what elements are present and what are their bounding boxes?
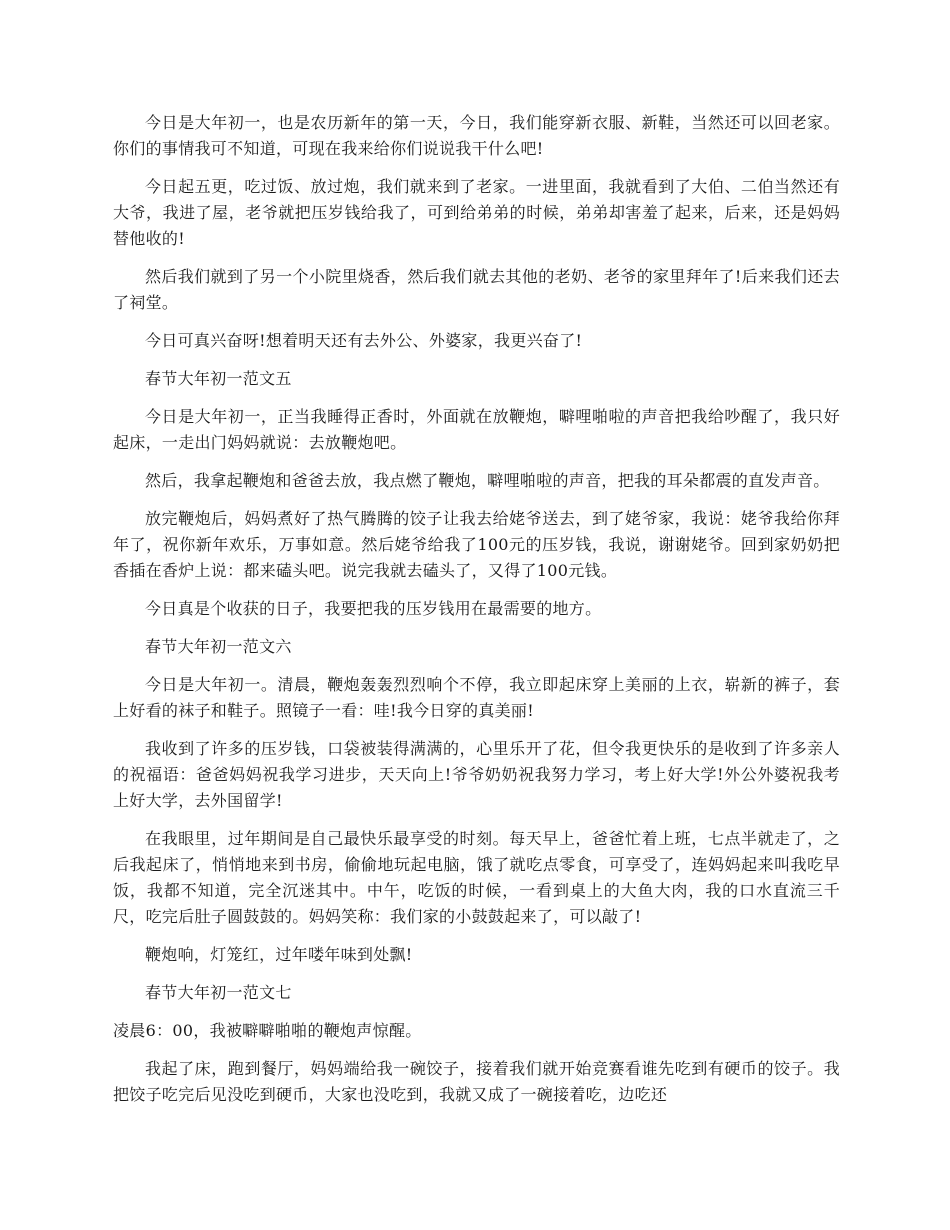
section-heading: 春节大年初一范文七 [145,983,292,1002]
paragraph: 在我眼里，过年期间是自己最快乐最享受的时刻。每天早上，爸爸忙着上班，七点半就走了，之后我起床了，悄悄地来到书房，偷偷地玩起电脑，饿了就吃点零食，可享受了，连妈妈起来叫我吃早饭，我都不知道，完全沉迷其中。中午，吃饭的时候，一看到桌上的大鱼大肉，我的口水直流三千尺，吃完后肚子圆鼓鼓的。妈妈笑称：我们家的小鼓鼓起来了，可以敲了! [113,829,840,926]
paragraph: 今日可真兴奋呀!想着明天还有去外公、外婆家，我更兴奋了! [145,331,583,350]
paragraph: 今日是大年初一，正当我睡得正香时，外面就在放鞭炮，噼哩啪啦的声音把我给吵醒了，我只好起床，一走出门妈妈就说：去放鞭炮吧。 [113,407,840,452]
paragraph: 我起了床，跑到餐厅，妈妈端给我一碗饺子，接着我们就开始竞赛看谁先吃到有硬币的饺子。我把饺子吃完后见没吃到硬币，大家也没吃到，我就又成了一碗接着吃，边吃还 [113,1059,840,1104]
paragraph: 然后我们就到了另一个小院里烧香，然后我们就去其他的老奶、老爷的家里拜年了!后来我们还去了祠堂。 [113,267,840,312]
section-heading: 春节大年初一范文五 [145,369,292,388]
section-heading: 春节大年初一范文六 [145,637,292,656]
paragraph: 今日是大年初一。清晨，鞭炮轰轰烈烈响个不停，我立即起床穿上美丽的上衣，崭新的裤子，套上好看的袜子和鞋子。照镜子一看：哇!我今日穿的真美丽! [113,675,840,720]
paragraph: 我收到了许多的压岁钱，口袋被装得满满的，心里乐开了花，但令我更快乐的是收到了许多亲人的祝福语：爸爸妈妈祝我学习进步，天天向上!爷爷奶奶祝我努力学习，考上好大学!外公外婆祝我考上好大学，去外国留学! [113,739,840,810]
paragraph: 然后，我拿起鞭炮和爸爸去放，我点燃了鞭炮，噼哩啪啦的声音，把我的耳朵都震的直发声音。 [145,471,830,490]
paragraph: 放完鞭炮后，妈妈煮好了热气腾腾的饺子让我去给姥爷送去，到了姥爷家，我说：姥爷我给你拜年了，祝你新年欢乐，万事如意。然后姥爷给我了100元的压岁钱，我说，谢谢姥爷。回到家奶奶把香插在香炉上说：都来磕头吧。说完我就去磕头了，又得了100元钱。 [113,509,840,580]
paragraph: 鞭炮响，灯笼红，过年喽年味到处飘! [145,945,413,964]
paragraph: 今日真是个收获的日子，我要把我的压岁钱用在最需要的地方。 [145,599,602,618]
paragraph: 今日是大年初一，也是农历新年的第一天，今日，我们能穿新衣服、新鞋，当然还可以回老家。你们的事情我可不知道，可现在我来给你们说说我干什么吧! [113,113,840,158]
document-body [113,110,840,1120]
paragraph: 今日起五更，吃过饭、放过炮，我们就来到了老家。一进里面，我就看到了大伯、二伯当然还有大爷，我进了屋，老爷就把压岁钱给我了，可到给弟弟的时候，弟弟却害羞了起来，后来，还是妈妈替他收的! [113,177,840,248]
paragraph: 凌晨6：00，我被噼噼啪啪的鞭炮声惊醒。 [113,1021,422,1040]
